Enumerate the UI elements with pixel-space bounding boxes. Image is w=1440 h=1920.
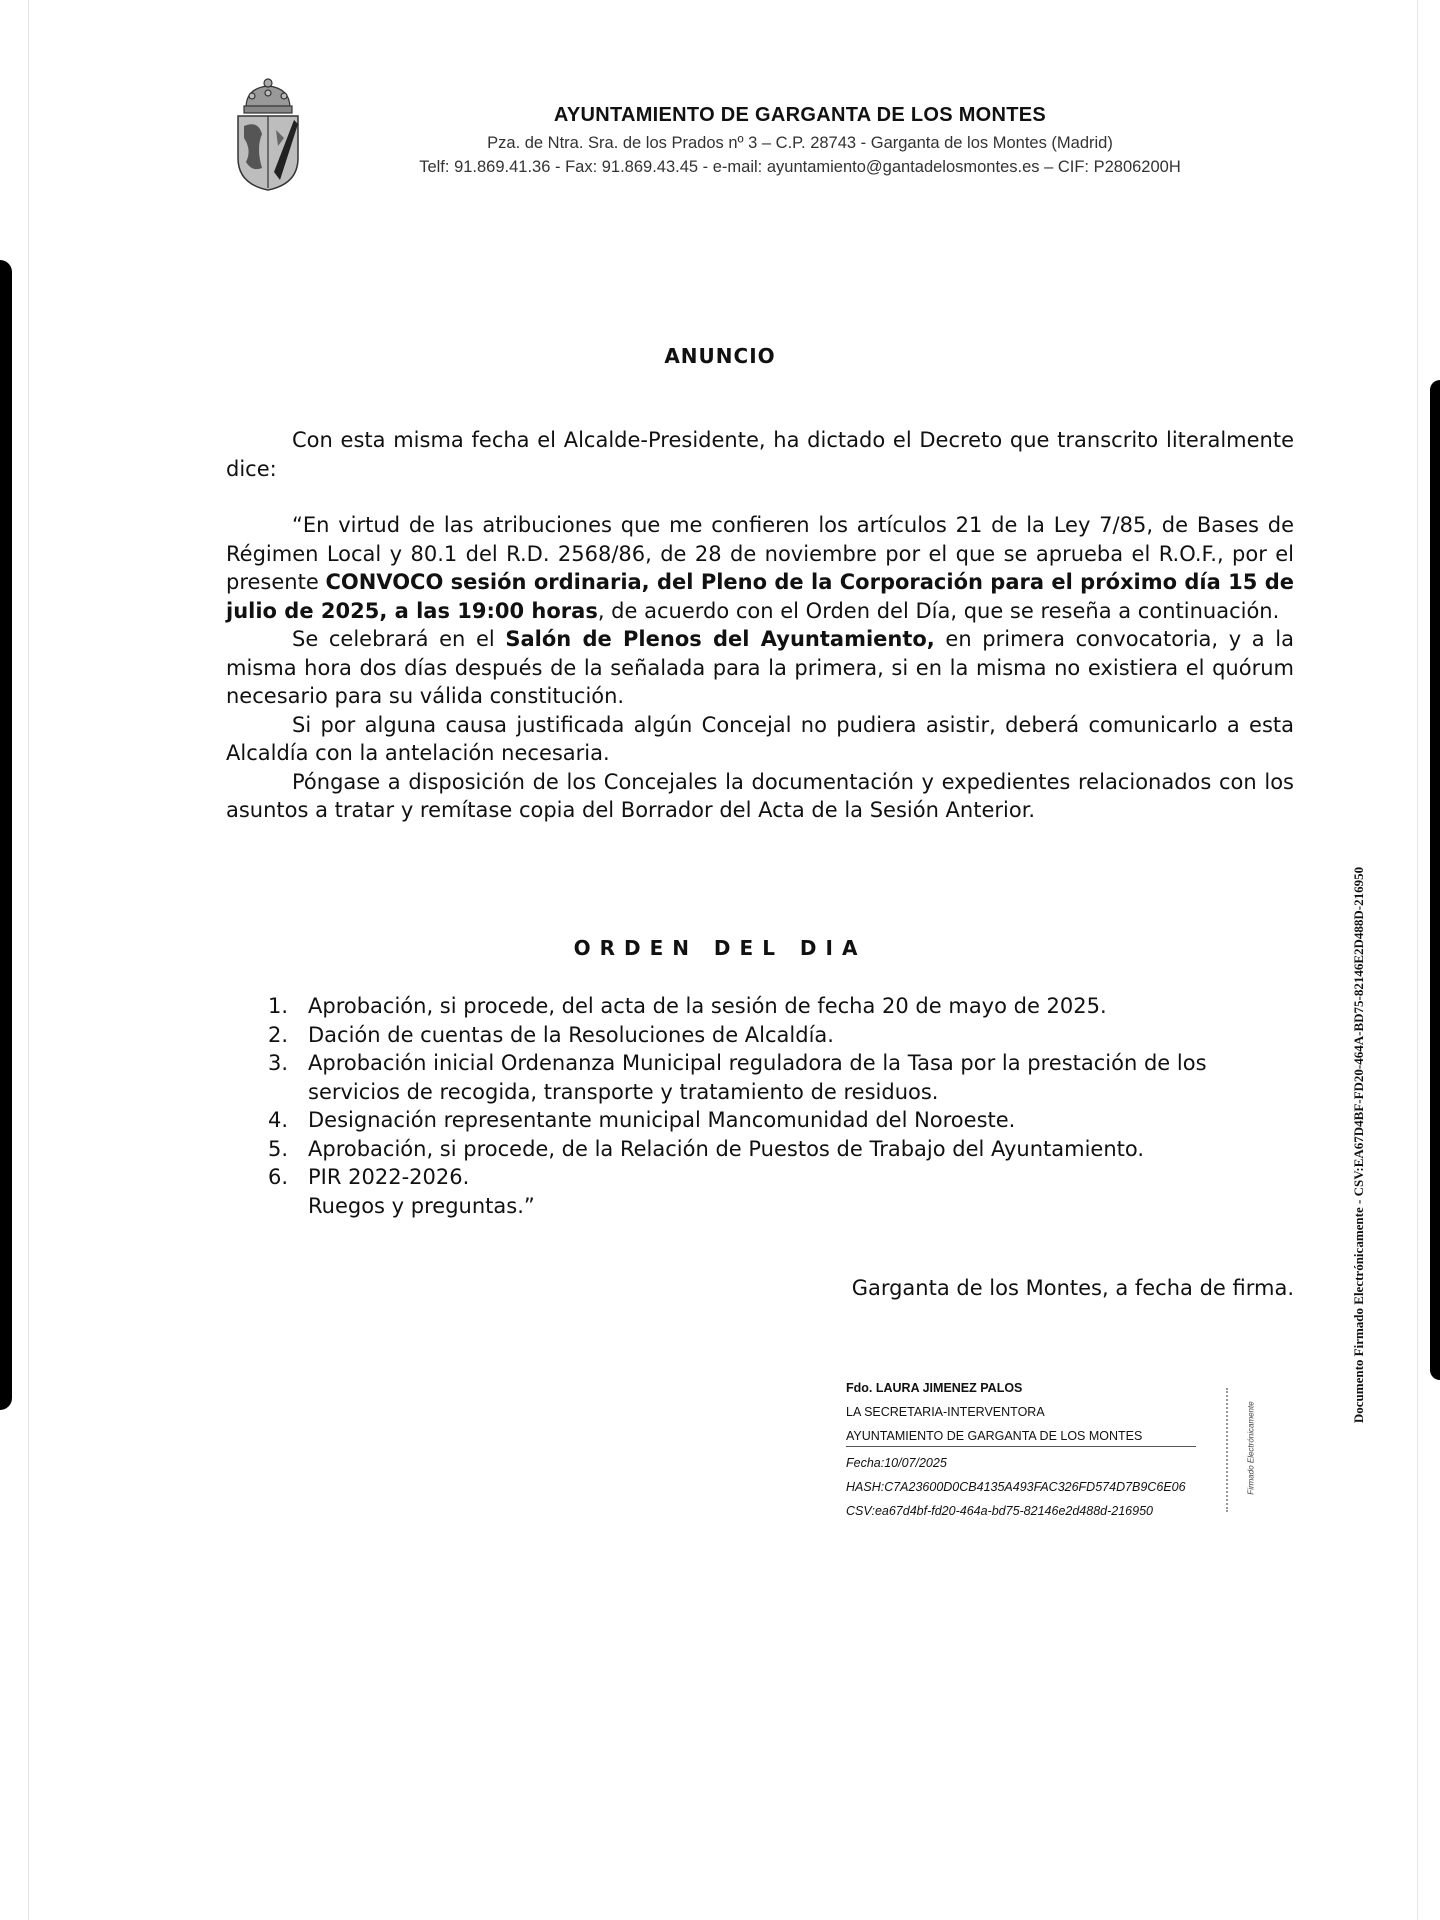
- letterhead: [340, 104, 1260, 177]
- signer-name: Fdo. LAURA JIMENEZ PALOS: [846, 1381, 1023, 1395]
- item-number: 3.: [268, 1051, 289, 1075]
- item-text: Designación representante municipal Mancomunidad del Noroeste.: [308, 1108, 1016, 1132]
- signature-divider: [1226, 1388, 1230, 1512]
- document-page: [28, 0, 1418, 1920]
- item-text: PIR 2022-2026.: [308, 1165, 470, 1189]
- signature-hash: HASH:C7A23600D0CB4135A493FAC326FD574D7B9C6E06: [846, 1480, 1186, 1494]
- document-body: [226, 426, 1294, 825]
- agenda-title: ORDEN DEL DIA: [573, 936, 867, 960]
- place-date: Garganta de los Montes, a fecha de firma.: [851, 1276, 1294, 1300]
- decree-paragraph-2: [226, 625, 1294, 711]
- signature-side-label: [1244, 1388, 1258, 1508]
- list-item: [268, 1163, 1294, 1192]
- document-heading: ANUNCIO: [664, 344, 776, 368]
- item-number: 1.: [268, 994, 289, 1018]
- signature-csv: CSV:ea67d4bf-fd20-464a-bd75-82146e2d488d-216950: [846, 1504, 1153, 1518]
- margin-verification-note: [1346, 800, 1372, 1490]
- letterhead-contact: Telf: 91.869.41.36 - Fax: 91.869.43.45 - e-mail: ayuntamiento@gantadelosmontes.es – CIF: P2806200H: [419, 158, 1181, 176]
- list-item: [268, 1192, 1294, 1221]
- list-item: [268, 1135, 1294, 1164]
- decree-text: “En virtud de las atribuciones que me confieren los artículos 21 de la Ley 7/85, de Bases de Régimen Local y 80.1 del R.D. 2568/86, de 28 de noviembre por el que se aprueba el R.O.F., por el presente: [226, 513, 1294, 594]
- list-item: [268, 1049, 1294, 1106]
- item-text: Ruegos y preguntas.”: [308, 1193, 535, 1218]
- item-text: Aprobación, si procede, de la Relación de Puestos de Trabajo del Ayuntamiento.: [308, 1136, 1145, 1161]
- margin-note-text: Documento Firmado Electrónicamente - CSV:EA67D4BF-FD20-464A-BD75-82146E2D488D-216950: [1351, 866, 1366, 1424]
- item-number: 4.: [268, 1108, 289, 1132]
- signer-role: LA SECRETARIA-INTERVENTORA: [846, 1405, 1045, 1419]
- signature-date: Fecha:10/07/2025: [846, 1456, 947, 1470]
- decree-text: Se celebrará en el: [292, 627, 506, 651]
- screen-edge-left: [0, 0, 16, 1920]
- item-number: 6.: [268, 1165, 289, 1189]
- letterhead-address: Pza. de Ntra. Sra. de los Prados nº 3 – C.P. 28743 - Garganta de los Montes (Madrid): [487, 134, 1113, 152]
- intro-paragraph: Con esta misma fecha el Alcalde-Presidente, ha dictado el Decreto que transcrito literalmente dice:: [226, 428, 1294, 481]
- letterhead-title: AYUNTAMIENTO DE GARGANTA DE LOS MONTES: [553, 104, 1047, 126]
- list-item: [268, 992, 1294, 1021]
- decree-text: , de acuerdo con el Orden del Día, que se reseña a continuación.: [597, 598, 1280, 623]
- list-item: [268, 1106, 1294, 1135]
- item-number: 5.: [268, 1136, 289, 1161]
- agenda-list: [268, 992, 1294, 1220]
- screen-edge-right: [1424, 0, 1440, 1920]
- signature-side-text: Firmado Electrónicamente: [1246, 1401, 1256, 1495]
- decree-paragraph-4: Póngase a disposición de los Concejales la documentación y expedientes relacionados con los asuntos a tratar y remítase copia del Borrador del Acta de la Sesión Anterior.: [226, 769, 1294, 822]
- item-text: Aprobación inicial Ordenanza Municipal reguladora de la Tasa por la prestación de los servicios de recogida, transporte y tratamiento de residuos.: [308, 1051, 1207, 1104]
- coat-of-arms-icon: [232, 76, 304, 192]
- list-item: [268, 1021, 1294, 1050]
- item-number: 2.: [268, 1022, 289, 1047]
- item-text: Aprobación, si procede, del acta de la sesión de fecha 20 de mayo de 2025.: [308, 994, 1107, 1018]
- decree-paragraph-1: [226, 511, 1294, 625]
- decree-venue: Salón de Plenos del Ayuntamiento,: [505, 627, 935, 651]
- item-text: Dación de cuentas de la Resoluciones de Alcaldía.: [308, 1022, 834, 1047]
- decree-paragraph-3: Si por alguna causa justificada algún Concejal no pudiera asistir, deberá comunicarlo a esta Alcaldía con la antelación necesaria.: [226, 712, 1294, 765]
- decree-convocation: CONVOCO sesión ordinaria, del Pleno de la Corporación para el próximo día 15 de julio de 2025, a las 19:00 horas: [226, 570, 1295, 623]
- signer-organization: AYUNTAMIENTO DE GARGANTA DE LOS MONTES: [846, 1429, 1143, 1443]
- decree-text: en primera convocatoria, y a la misma hora dos días después de la señalada para la primera, si en la misma no existiera el quórum necesario para su válida constitución.: [226, 627, 1294, 708]
- signature-block: [846, 1376, 1200, 1523]
